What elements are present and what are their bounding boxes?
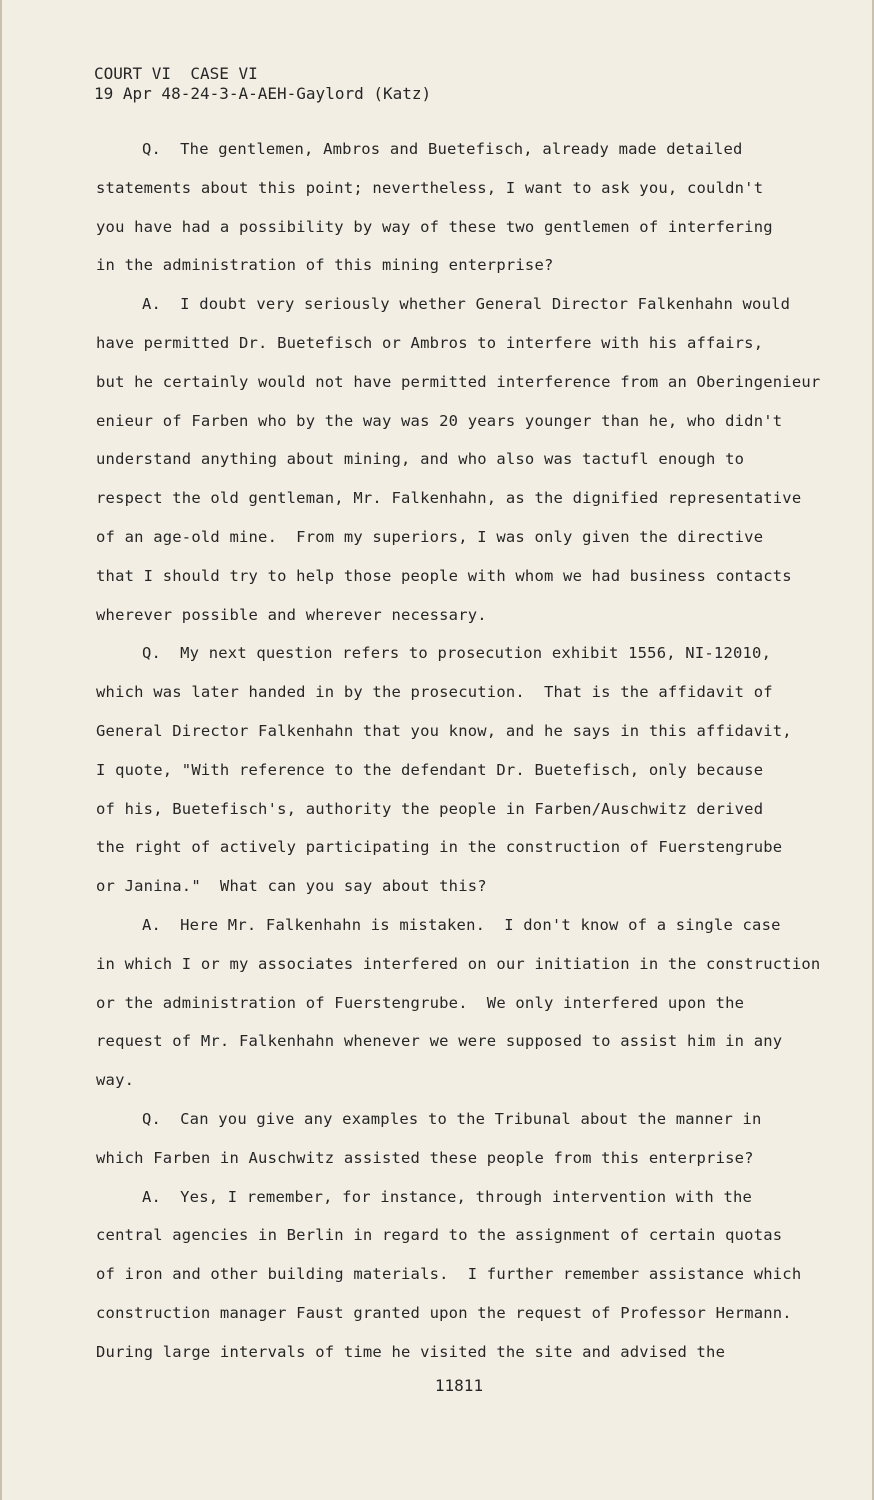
transcript-line: have permitted Dr. Buetefisch or Ambros to interfere with his affairs, (96, 333, 764, 352)
transcript-line: of an age-old mine. From my superiors, I was only given the directive (96, 527, 764, 546)
transcript-line: but he certainly would not have permitted interference from an Oberingenieur (96, 372, 821, 391)
transcript-line: way. (96, 1071, 135, 1090)
transcript-line: During large intervals of time he visited the site and advised the (96, 1342, 726, 1361)
transcript-line: that I should try to help those people with whom we had business contacts (96, 566, 792, 585)
transcript-line: A. Yes, I remember, for instance, through intervention with the (142, 1187, 753, 1206)
transcript-line: Q. The gentlemen, Ambros and Buetefisch, already made detailed (142, 140, 743, 158)
transcript-line: respect the old gentleman, Mr. Falkenhahn, as the dignified representative (96, 489, 802, 508)
page-number: 11811 (434, 1376, 484, 1395)
transcript-line: enieur of Farben who by the way was 20 years younger than he, who didn't (96, 411, 783, 430)
transcript-line: construction manager Faust granted upon the request of Professor Hermann. (96, 1303, 792, 1322)
transcript-line: wherever possible and wherever necessary. (96, 605, 487, 624)
transcript-line: central agencies in Berlin in regard to the assignment of certain quotas (96, 1226, 783, 1245)
date-reporter-line: 19 Apr 48-24-3-A-AEH-Gaylord (Katz) (94, 84, 432, 103)
transcript-line: which Farben in Auschwitz assisted these people from this enterprise? (96, 1148, 754, 1167)
transcript-line: which was later handed in by the prosecution. That is the affidavit of (96, 683, 773, 702)
case-header (94, 64, 431, 104)
transcript-line: A. Here Mr. Falkenhahn is mistaken. I don't know of a single case (142, 915, 781, 934)
transcript-line: of iron and other building materials. I further remember assistance which (96, 1265, 802, 1284)
transcript-line: the right of actively participating in the construction of Fuerstengrube (96, 838, 783, 857)
transcript-body (96, 130, 826, 1372)
transcript-line: in which I or my associates interfered on our initiation in the construction (96, 954, 821, 973)
transcript-line: you have had a possibility by way of these two gentlemen of interfering (96, 217, 773, 236)
transcript-line: Q. Can you give any examples to the Tribunal about the manner in (142, 1109, 762, 1128)
transcript-line: I quote, "With reference to the defendant Dr. Buetefisch, only because (96, 760, 764, 779)
transcript-line: General Director Falkenhahn that you know, and he says in this affidavit, (96, 721, 792, 740)
transcript-line: in the administration of this mining enterprise? (96, 256, 554, 275)
transcript-line: A. I doubt very seriously whether General Director Falkenhahn would (142, 295, 791, 314)
transcript-line: statements about this point; nevertheless, I want to ask you, couldn't (96, 178, 764, 197)
transcript-line: request of Mr. Falkenhahn whenever we were supposed to assist him in any (96, 1032, 783, 1051)
transcript-line: Q. My next question refers to prosecution exhibit 1556, NI-12010, (142, 644, 772, 663)
court-case-line: COURT VI CASE VI (94, 64, 258, 83)
transcript-line: or the administration of Fuerstengrube. We only interfered upon the (96, 993, 745, 1012)
transcript-line: of his, Buetefisch's, authority the people in Farben/Auschwitz derived (96, 799, 764, 818)
transcript-line: understand anything about mining, and who also was tactufl enough to (96, 450, 745, 469)
transcript-line: or Janina." What can you say about this? (96, 877, 487, 896)
